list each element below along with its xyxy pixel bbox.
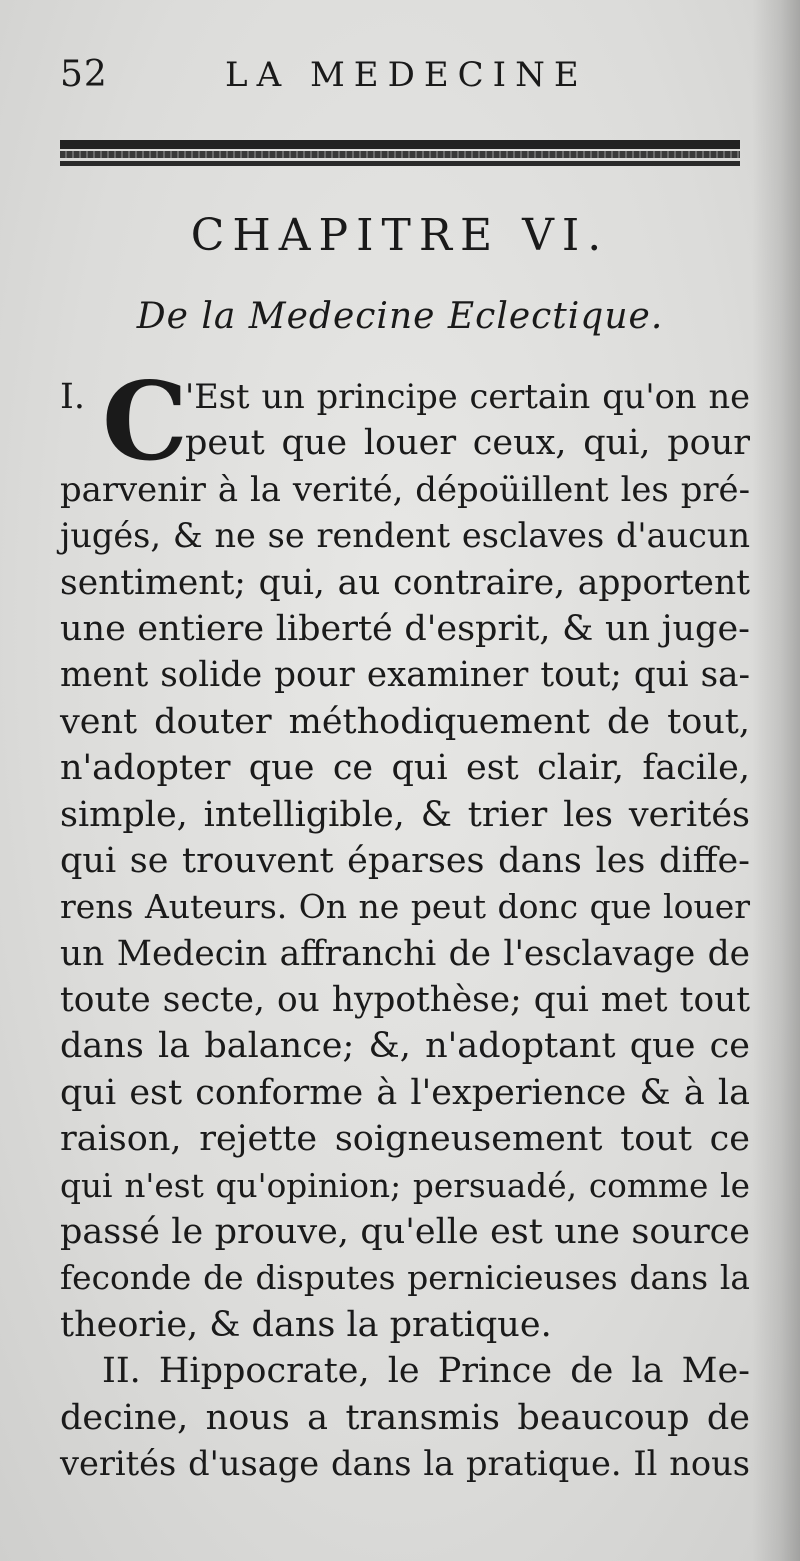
text-line: raison, rejette soigneusement tout ce — [60, 1119, 750, 1160]
text-line: rens Auteurs. On ne peut donc que louer — [60, 887, 750, 927]
page-header — [60, 52, 740, 102]
text-line: ment solide pour examiner tout; qui sa- — [60, 655, 750, 696]
text-line: passé le prouve, qu'elle est une source — [60, 1212, 750, 1253]
text-line: parvenir à la verité, dépoüillent les pré- — [60, 469, 750, 509]
chapter-title: CHAPITRE VI. — [190, 210, 610, 261]
text-line: feconde de disputes pernicieuses dans la — [60, 1259, 750, 1298]
text-line: 'Est un principe certain qu'on ne — [185, 377, 750, 416]
text-line: II. Hippocrate, le Prince de la Me- — [102, 1351, 750, 1392]
chapter-subtitle: De la Medecine Eclectique. — [136, 296, 664, 337]
text-line: vent douter méthodiquement de tout, — [60, 701, 750, 742]
text-line: toute secte, ou hypothèse; qui met tout — [60, 980, 750, 1021]
text-line: theorie, & dans la pratique. — [60, 1304, 552, 1345]
text-line: dans la balance; &, n'adoptant que ce — [60, 1026, 750, 1067]
text-line: verités d'usage dans la pratique. Il nous — [60, 1443, 750, 1483]
paragraph-number: I. — [60, 377, 85, 417]
text-line: qui se trouvent éparses dans les diffe- — [60, 840, 750, 881]
drop-cap: C — [102, 359, 188, 485]
running-head: LA MEDECINE — [225, 55, 588, 95]
body-text — [60, 359, 750, 1487]
text-line: sentiment; qui, au contraire, apportent — [60, 562, 750, 603]
page-number: 52 — [60, 54, 108, 95]
text-line: jugés, & ne se rendent esclaves d'aucun — [60, 516, 750, 556]
ornamental-rule — [60, 140, 740, 168]
text-line: un Medecin affranchi de l'esclavage de — [60, 933, 750, 974]
text-line: qui est conforme à l'experience & à la — [60, 1072, 750, 1113]
text-line: une entiere liberté d'esprit, & un juge- — [60, 608, 750, 649]
text-line: peut que louer ceux, qui, pour — [185, 423, 750, 464]
text-line: decine, nous a transmis beaucoup de — [60, 1397, 750, 1438]
text-line: n'adopter que ce qui est clair, facile, — [60, 748, 750, 789]
text-line: simple, intelligible, & trier les verités — [60, 794, 750, 835]
text-line: qui n'est qu'opinion; persuadé, comme le — [60, 1166, 750, 1205]
